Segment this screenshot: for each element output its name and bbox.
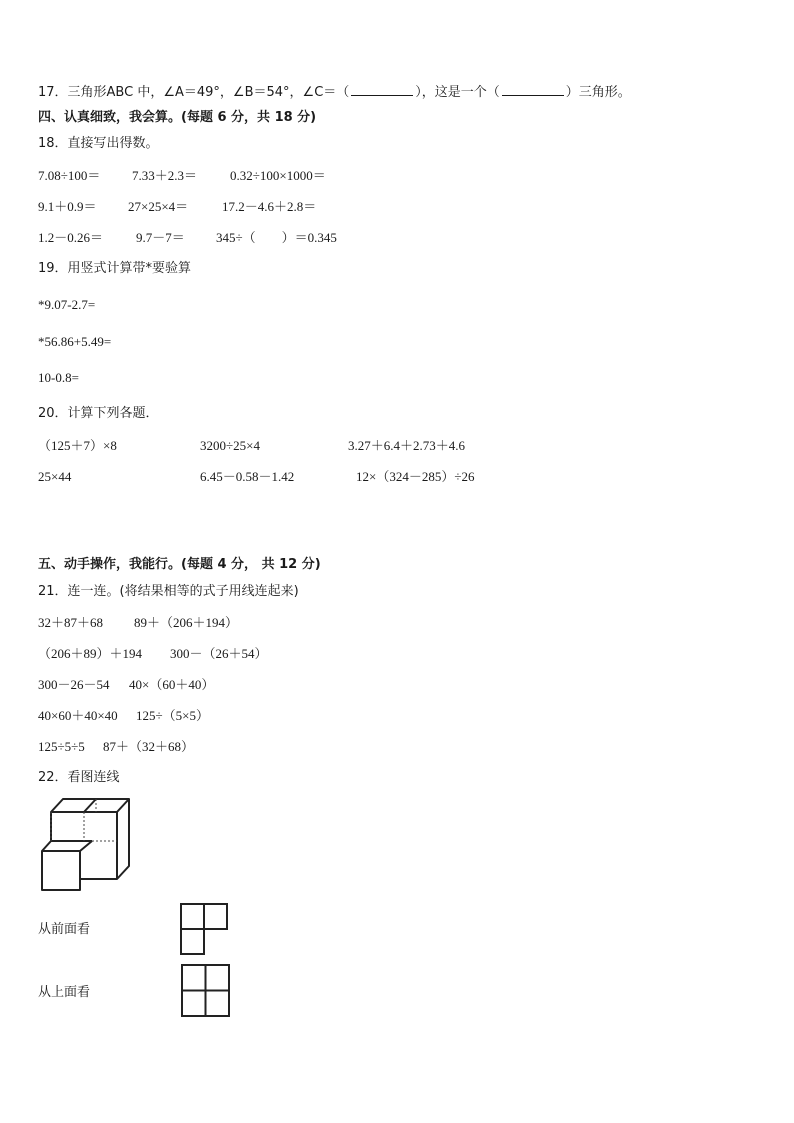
q21-left-expr[interactable]: （206＋89）＋194 — [38, 646, 143, 661]
question-22-title: 22．看图连线 — [38, 770, 120, 785]
question-18-title: 18．直接写出得数。 — [38, 136, 159, 151]
question-19-title: 19．用竖式计算带*要验算 — [38, 261, 192, 276]
q18-item: 9.7－7＝ — [136, 230, 185, 245]
q19-item-1: *9.07-2.7= — [38, 297, 96, 312]
q20-item: 12×（324－285）÷26 — [356, 469, 475, 484]
q20-item: 25×44 — [38, 469, 72, 484]
q20-item: 3200÷25×4 — [200, 438, 260, 453]
q18-item: 345÷（ ）＝0.345 — [216, 230, 337, 245]
q20-item: （125＋7）×8 — [38, 438, 117, 453]
q20-item: 3.27＋6.4＋2.73＋4.6 — [348, 438, 466, 453]
q18-item: 1.2－0.26＝ — [38, 230, 104, 245]
q19-item-2: *56.86+5.49= — [38, 334, 112, 349]
view-front-label: 从前面看 — [38, 922, 91, 937]
q21-right-expr[interactable]: 40×（60＋40） — [129, 677, 215, 692]
q21-left-expr[interactable]: 40×60＋40×40 — [38, 708, 118, 723]
q20-item: 6.45－0.58－1.42 — [200, 469, 295, 484]
q17-blank-triangle-type[interactable] — [502, 83, 564, 96]
section-5-heading: 五、动手操作，我能行。(每题 4 分， 共 12 分) — [38, 557, 321, 572]
question-17 — [38, 83, 631, 102]
view-top-label: 从上面看 — [38, 985, 91, 1000]
q18-item: 27×25×4＝ — [128, 199, 189, 214]
q21-right-expr[interactable]: 89＋（206＋194） — [134, 615, 239, 630]
q21-right-expr[interactable]: 125÷（5×5） — [136, 708, 209, 723]
q21-left-expr[interactable]: 32＋87＋68 — [38, 615, 104, 630]
q21-left-expr[interactable]: 125÷5÷5 — [38, 739, 85, 754]
q18-item: 9.1＋0.9＝ — [38, 199, 97, 214]
q18-item: 7.08÷100＝ — [38, 168, 101, 183]
q18-item: 17.2－4.6＋2.8＝ — [222, 199, 317, 214]
q17-prefix: 17．三角形ABC 中，∠A＝49°，∠B＝54°，∠C＝（ — [38, 85, 350, 100]
section-4-heading: 四、认真细致，我会算。(每题 6 分，共 18 分) — [38, 110, 317, 125]
q17-middle: ），这是一个（ — [415, 85, 500, 100]
q19-item-3: 10-0.8= — [38, 370, 79, 385]
question-21-title: 21．连一连。(将结果相等的式子用线连起来) — [38, 584, 299, 599]
top-view-shape[interactable] — [180, 963, 232, 1019]
front-view-shape[interactable] — [179, 902, 231, 956]
q18-item: 0.32÷100×1000＝ — [230, 168, 326, 183]
question-20-title: 20．计算下列各题． — [38, 406, 159, 421]
cube-stack-figure — [36, 795, 134, 895]
q21-right-expr[interactable]: 300－（26＋54） — [170, 646, 268, 661]
q18-item: 7.33＋2.3＝ — [132, 168, 198, 183]
q17-blank-angle-c[interactable] — [351, 83, 413, 96]
q17-suffix: ）三角形。 — [565, 85, 631, 100]
q21-right-expr[interactable]: 87＋（32＋68） — [103, 739, 195, 754]
q21-left-expr[interactable]: 300－26－54 — [38, 677, 110, 692]
